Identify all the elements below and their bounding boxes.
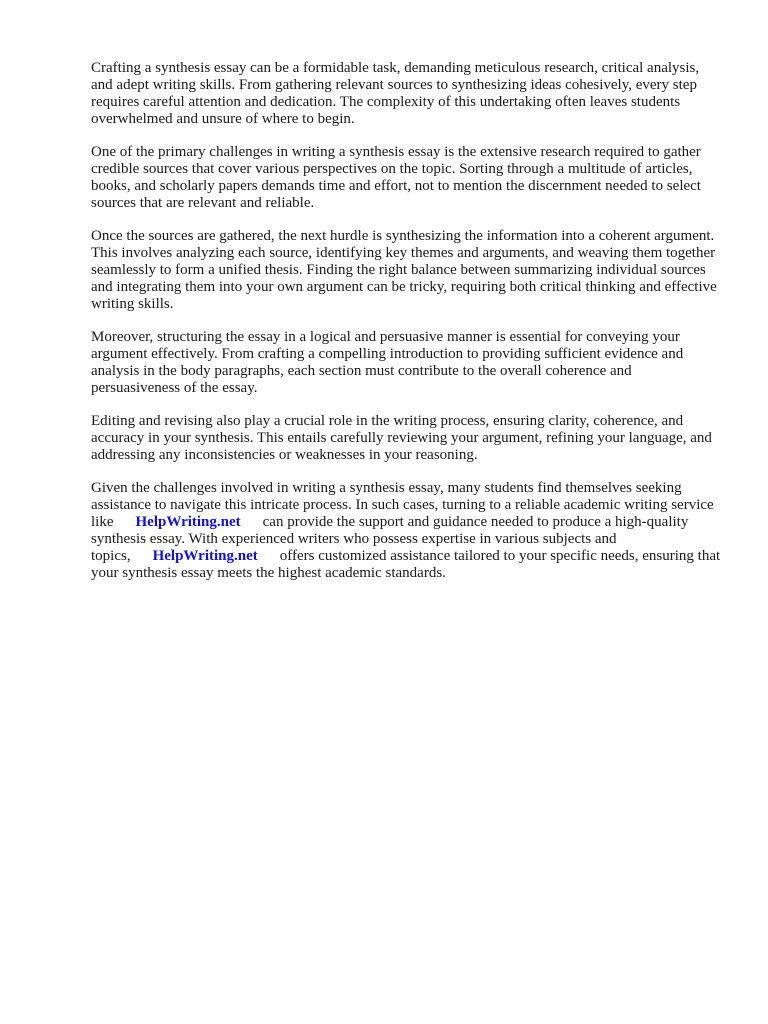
paragraph-6 — [91, 480, 723, 582]
helpwriting-link-1[interactable]: HelpWriting.net — [135, 514, 241, 530]
paragraph-1: Crafting a synthesis essay can be a formidable task, demanding meticulous research, critical analysis, and adept writing skills. From gathering relevant sources to synthesizing ideas cohesively, every step requires careful attention and dedication. The complexity of this undertaking often leaves students overwhelmed and unsure of where to begin. — [91, 60, 700, 127]
helpwriting-link-2[interactable]: HelpWriting.net — [152, 548, 258, 564]
paragraph-4: Moreover, structuring the essay in a logical and persuasive manner is essential for conveying your argument effectively. From crafting a compelling introduction to providing sufficient evidence and analysis in the body paragraphs, each section must contribute to the overall coherence and persuasiveness of the essay. — [91, 329, 684, 396]
document-page — [91, 60, 723, 598]
paragraph-3: Once the sources are gathered, the next hurdle is synthesizing the information into a coherent argument. This involves analyzing each source, identifying key themes and arguments, and weaving them together seamlessly to form a unified thesis. Finding the right balance between summarizing individual sources and integrating them into your own argument can be tricky, requiring both critical thinking and effective writing skills. — [91, 228, 717, 312]
paragraph-6-text-3: offers customized assistance tailored to your specific needs, ensuring that your synthesis essay meets the highest academic standards. — [91, 548, 721, 581]
paragraph-6-text-1: Given the challenges involved in writing a synthesis essay, many students find themselves seeking assistance to navigate this intricate process. In such cases, turning to a reliable academic writing service like — [91, 480, 714, 530]
paragraph-6-text-2: can provide the support and guidance needed to produce a high-quality synthesis essay. With experienced writers who possess expertise in various subjects and topics, — [91, 514, 689, 564]
paragraph-2: One of the primary challenges in writing a synthesis essay is the extensive research required to gather credible sources that cover various perspectives on the topic. Sorting through a multitude of articles, books, and scholarly papers demands time and effort, not to mention the discernment needed to select sources that are relevant and reliable. — [91, 144, 701, 211]
paragraph-5: Editing and revising also play a crucial role in the writing process, ensuring clarity, coherence, and accuracy in your synthesis. This entails carefully reviewing your argument, refining your language, and addressing any inconsistencies or weaknesses in your reasoning. — [91, 413, 712, 463]
